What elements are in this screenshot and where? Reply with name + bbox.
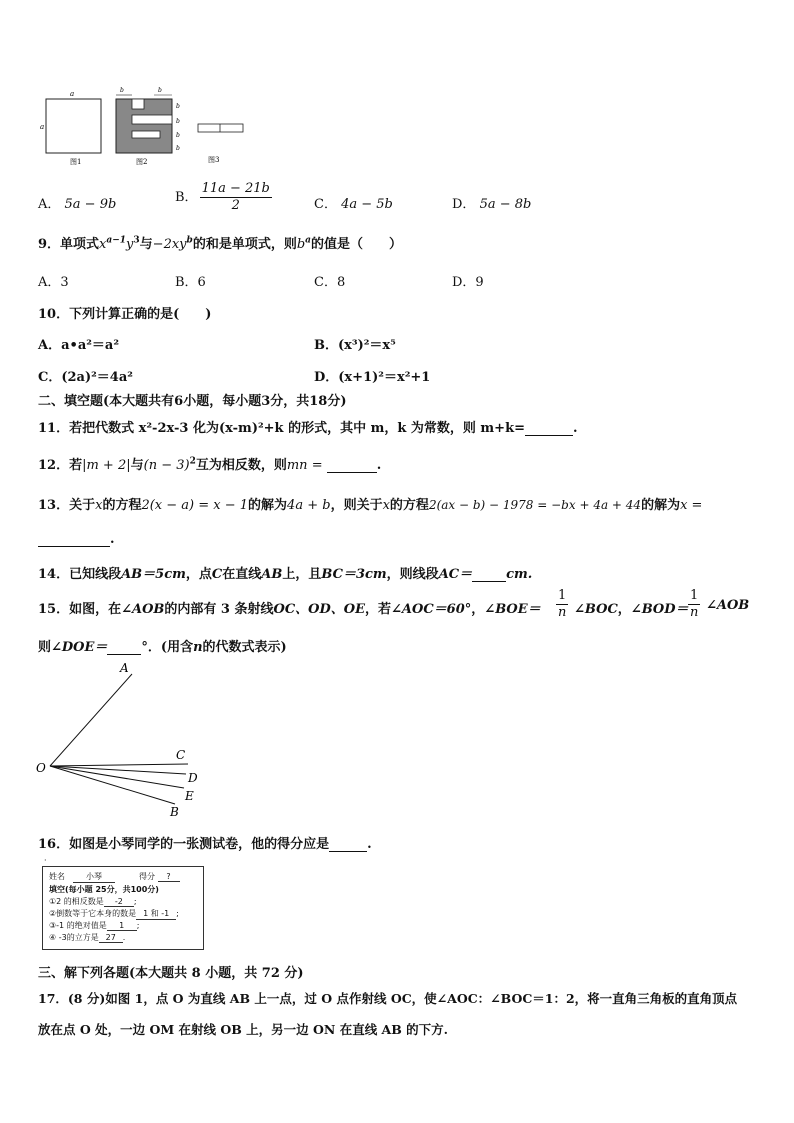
- q9-ba-exp: a: [305, 235, 311, 246]
- q15-c2: ，∠: [471, 602, 496, 617]
- q14-unit: cm.: [506, 567, 533, 582]
- q17-line2: 放在点 O 处，一边 OM 在射线 OB 上，另一边 ON 在直线 AB 的下方.: [38, 1022, 449, 1037]
- card-row-3: ③-1 的绝对值是 1 ;: [49, 921, 140, 930]
- q10-option-b[interactable]: B．(x³)²＝x⁵: [314, 338, 396, 353]
- fig3-label: 图3: [208, 156, 220, 164]
- q13-line2: [38, 532, 115, 547]
- q14-ac: AC＝: [438, 567, 473, 582]
- card-r3v: 1: [107, 921, 137, 931]
- q11-text: 11．若把代数式 x²-2x-3 化为(x-m)²+k 的形式，其中 m，k 为常数，则 m+k=: [38, 421, 525, 436]
- q15-n2: n: [193, 640, 203, 655]
- q14-c2: 在直线: [222, 567, 262, 582]
- ray-oc: [50, 764, 188, 766]
- q15-aob2: ∠AOB: [706, 598, 750, 613]
- q16-text: 16．如图是小琴同学的一张测试卷，他的得分应是: [38, 837, 330, 852]
- q9-option-d[interactable]: D．9: [452, 275, 484, 290]
- test-paper-card: [42, 866, 204, 950]
- q16: [38, 833, 372, 852]
- q15: [38, 598, 541, 617]
- q8-d-expr: 5a − 8b: [479, 197, 532, 212]
- q13-sol1: 的解为: [248, 498, 288, 513]
- q9-option-b[interactable]: B．6: [175, 275, 206, 290]
- q9-post: 的和是单项式，则: [192, 237, 297, 252]
- q15-mid: 的内部有 3 条射线: [164, 602, 274, 617]
- q13-x: x: [95, 498, 103, 513]
- q11: [38, 417, 578, 436]
- q8-option-c[interactable]: [314, 193, 393, 212]
- q9-mono1b: y: [126, 237, 134, 252]
- fig2-b-r1: b: [176, 103, 180, 110]
- q13-blank[interactable]: [38, 546, 110, 547]
- q9-mono1-exp: a−1: [106, 235, 127, 246]
- card-score: ?: [158, 872, 180, 882]
- label-e: E: [185, 789, 194, 803]
- q9-mid: 与: [139, 237, 153, 252]
- q9-pre: 9．单项式: [38, 237, 100, 252]
- fig1-a-top: a: [70, 90, 75, 98]
- q12-sq-exp: 2: [189, 456, 196, 467]
- q12-pre: 12．若: [38, 458, 83, 473]
- label-d: D: [188, 771, 198, 785]
- q15-line2-pre: 则∠: [38, 640, 62, 655]
- q15-c1: ，若∠: [365, 602, 402, 617]
- card-name: 小琴: [73, 871, 115, 883]
- card-title: 填空(每小题 25分，共100分): [49, 885, 159, 894]
- card-row-1: ①2 的相反数是 -2 ;: [49, 897, 137, 906]
- figure-group-q8: [38, 84, 258, 170]
- q8-b-label: B．: [175, 190, 198, 205]
- q10-option-a[interactable]: A．a•a²＝a²: [38, 338, 120, 353]
- q9-mono2-exp: b: [186, 235, 193, 246]
- q9-stem: [38, 233, 402, 252]
- ray-oe: [50, 766, 184, 788]
- q14-c3: 上，且: [282, 567, 322, 582]
- fig2-b-r3: b: [176, 132, 180, 139]
- q15-frac2: [686, 588, 702, 621]
- q8-option-d[interactable]: [452, 193, 531, 212]
- card-score-label: 得分: [139, 872, 155, 881]
- q15-pre: 15．如图，在∠: [38, 602, 132, 617]
- q15-deg: °．(用含: [141, 640, 194, 655]
- q12-end: .: [376, 458, 382, 473]
- card-name-row: [49, 871, 180, 883]
- q13-pre: 13．关于: [38, 498, 96, 513]
- q16-end: .: [367, 837, 372, 852]
- q14-c1: ，点: [185, 567, 212, 582]
- q8-c-expr: 4a − 5b: [341, 197, 393, 212]
- q13-mid: ，则关于: [330, 498, 383, 513]
- card-r2v: 1 和 -1: [136, 908, 176, 920]
- q16-blank[interactable]: [329, 851, 367, 852]
- q13-x2: x: [382, 498, 390, 513]
- fig2-b-r2: b: [176, 118, 180, 125]
- q15-aob: AOB: [131, 602, 165, 617]
- q15-blank[interactable]: [107, 654, 141, 655]
- q15-frac2-num: 1: [690, 588, 699, 603]
- q8-b-num: 11a − 21b: [201, 181, 270, 196]
- q11-end: .: [572, 421, 578, 436]
- card-r2: ②倒数等于它本身的数是: [49, 909, 137, 918]
- q12: [38, 454, 381, 473]
- section-3-heading: 三、解下列各题(本大题共 8 小题，共 72 分): [38, 966, 304, 981]
- ray-oa: [50, 674, 132, 766]
- q8-b-den: 2: [231, 198, 240, 213]
- q11-blank[interactable]: [525, 435, 573, 436]
- q15-angle-figure: [30, 658, 210, 818]
- q15-frac1-den: n: [557, 605, 567, 620]
- figure-3-strip: [198, 124, 243, 164]
- q15-rays: OC、OD、OE: [273, 602, 366, 617]
- card-r4v: 27: [99, 933, 123, 943]
- q8-option-a[interactable]: [38, 193, 116, 212]
- q14-c4: ，则线段: [386, 567, 439, 582]
- q10-option-c[interactable]: C．(2a)²＝4a²: [38, 370, 133, 385]
- q15-doe: DOE＝: [61, 640, 108, 655]
- q15-c3: ，∠: [617, 602, 642, 617]
- q15-frac1-num: 1: [558, 588, 567, 603]
- q13-eq1-expr: 2(x − a) = x − 1: [141, 498, 249, 513]
- q15-aoc: AOC＝60°: [401, 602, 472, 617]
- figure-1-square: [40, 90, 101, 166]
- q12-blank[interactable]: [327, 472, 377, 473]
- q9-mono2: −2xy: [152, 237, 187, 252]
- q15-line2: [38, 636, 287, 655]
- fig2-b-right: b: [158, 87, 162, 94]
- q15-boe: BOE＝: [495, 602, 541, 617]
- fig2-b-left: b: [120, 87, 124, 94]
- q13-sol2: 的解为: [641, 498, 681, 513]
- q9-option-c[interactable]: C．8: [314, 275, 346, 290]
- q9-ba: b: [296, 237, 306, 252]
- q14: [38, 563, 532, 582]
- q9-option-a[interactable]: A．3: [38, 275, 69, 290]
- card-r1v: -2: [104, 897, 134, 907]
- q13-eq2: 的方程: [389, 498, 429, 513]
- q8-a-expr: 5a − 9b: [64, 197, 117, 212]
- q12-post: 互为相反数，则: [195, 458, 287, 473]
- ray-ob: [50, 766, 175, 804]
- q17-line1: 17．(8 分)如图 1，点 O 为直线 AB 上一点，过 O 点作射线 OC，使∠AOC：∠BOC＝1：2，将一直角三角板的直角顶点: [38, 991, 738, 1006]
- card-row-4: ④ -3的立方是 27 .: [49, 933, 126, 942]
- ray-od: [50, 766, 186, 774]
- card-r1: ①2 的相反数是: [49, 897, 104, 906]
- fig1-a-left: a: [40, 123, 45, 131]
- card-r3: ③-1 的绝对值是: [49, 921, 107, 930]
- figure-2-shape: [116, 87, 180, 166]
- fig1-label: 图1: [70, 158, 82, 166]
- q13-eq1: 的方程: [102, 498, 142, 513]
- q8-c-label: C．: [314, 197, 337, 212]
- section-2-heading: 二、填空题(本大题共有6小题，每小题3分，共18分): [38, 394, 347, 409]
- label-a: A: [120, 661, 129, 675]
- q14-c: C: [211, 567, 223, 582]
- q14-bc: BC＝3cm: [321, 567, 387, 582]
- card-dot: ·: [44, 856, 47, 865]
- q9-end: 的值是（ ）: [311, 237, 403, 252]
- q9-mono1: x: [99, 237, 107, 252]
- q12-abs: |m + 2|: [82, 458, 131, 473]
- card-r4: ④ -3的立方是: [49, 933, 99, 942]
- q13-sol1-expr: 4a + b: [287, 498, 331, 513]
- q14-blank[interactable]: [472, 581, 506, 582]
- q8-a-label: A．: [38, 197, 61, 212]
- q14-ab: AB＝5cm: [121, 567, 186, 582]
- label-o: O: [36, 761, 46, 775]
- q12-mn: mn: [286, 458, 308, 473]
- q12-sq: (n − 3): [143, 458, 190, 473]
- card-name-label: 姓名: [49, 872, 65, 881]
- fig2-label: 图2: [136, 158, 148, 166]
- q12-mid: 与: [130, 458, 144, 473]
- card-row-2: ②倒数等于它本身的数是 1 和 -1 ;: [49, 909, 179, 918]
- q15-frac1: [554, 588, 570, 621]
- q12-eq: =: [307, 458, 327, 473]
- q9-mono1b-exp: 3: [133, 235, 140, 246]
- q10-stem: 10．下列计算正确的是( ): [38, 307, 212, 322]
- q14-pre: 14．已知线段: [38, 567, 122, 582]
- fig2-b-r4: b: [176, 145, 180, 152]
- q15-frac2-den: n: [689, 605, 699, 620]
- q13: [38, 494, 702, 513]
- q10-option-d[interactable]: D．(x+1)²＝x²+1: [314, 370, 431, 385]
- q15-boc: ∠BOC: [574, 602, 618, 617]
- label-b: B: [170, 805, 179, 818]
- q15-line2-end: 的代数式表示): [202, 640, 287, 655]
- q8-option-b[interactable]: [175, 181, 274, 214]
- q13-eq2-expr: 2(ax − b) − 1978 = −bx + 4a + 44: [428, 498, 642, 512]
- q8-d-label: D．: [452, 197, 476, 212]
- q15-boc-group: [574, 598, 689, 617]
- q13-end: .: [110, 532, 115, 547]
- q13-xeq: x =: [680, 498, 703, 513]
- label-c: C: [176, 748, 186, 762]
- q15-bod: BOD＝: [641, 602, 689, 617]
- q14-ab2: AB: [261, 567, 283, 582]
